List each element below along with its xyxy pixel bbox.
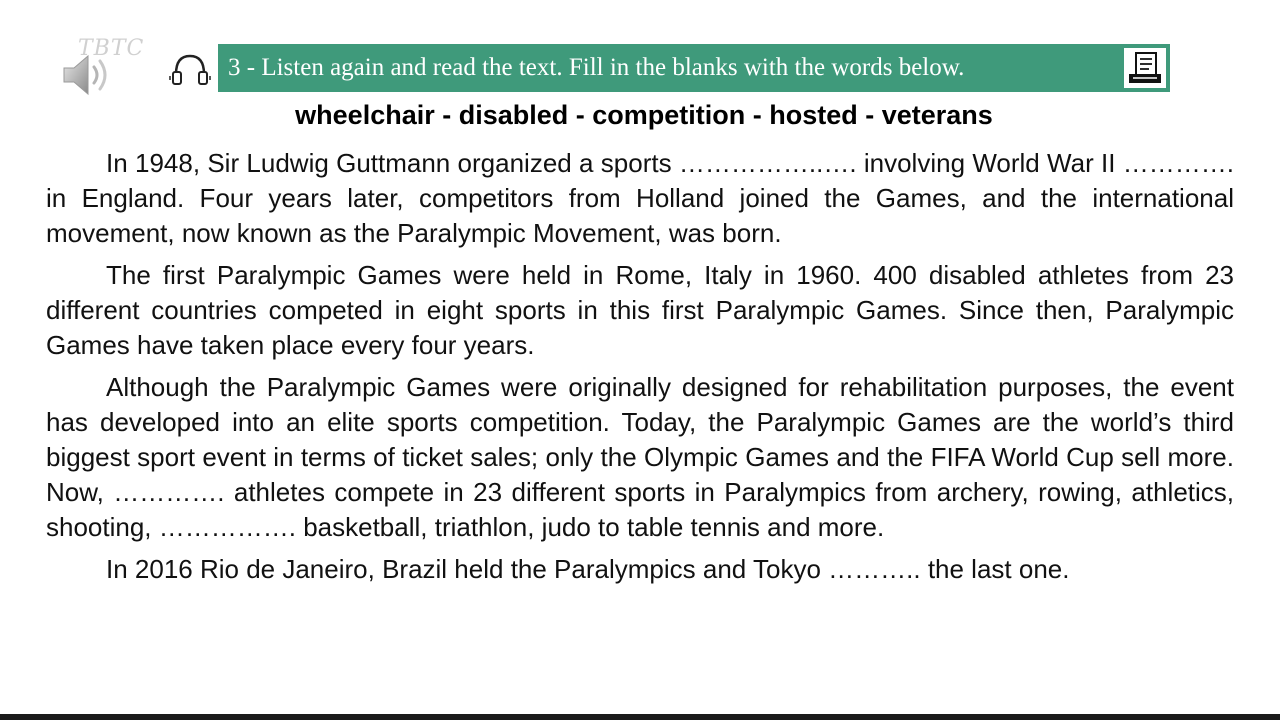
paragraph-2: The first Paralympic Games were held in Rome, Italy in 1960. 400 disabled athletes from 23 different countries competed in eight sports in this first Paralympic Games. Since then, Paralympic Games have taken place every four years. bbox=[46, 260, 1234, 360]
channel-watermark: TBTC bbox=[78, 36, 145, 61]
headphones-icon bbox=[168, 48, 212, 88]
exercise-title: 3 - Listen again and read the text. Fill in the blanks with the words below. bbox=[228, 54, 965, 81]
paragraph-1: In 1948, Sir Ludwig Guttmann organized a sports ……………..…. involving World War II …………. in England. Four years later, competitors from Holland joined the Games, and the international movement, now known as the Paralympic Movement, was born. bbox=[46, 148, 1234, 248]
bottom-divider bbox=[0, 714, 1280, 720]
reading-text bbox=[46, 146, 1234, 594]
paragraph-3: Although the Paralympic Games were originally designed for rehabilitation purposes, the event has developed into an elite sports competition. Today, the Paralympic Games are the world’s third biggest sport event in terms of ticket sales; only the Olympic Games and the FIFA World Cup sell more. Now, …………. athletes compete in 23 different sports in Paralympics from archery, rowing, athletics, shooting, ……………. basketball, triathlon, judo to table tennis and more. bbox=[46, 372, 1234, 542]
word-bank: wheelchair - disabled - competition - hosted - veterans bbox=[295, 100, 993, 130]
paragraph-4: In 2016 Rio de Janeiro, Brazil held the Paralympics and Tokyo ……….. the last one. bbox=[106, 554, 1070, 584]
document-icon bbox=[1126, 50, 1164, 86]
document-icon-box bbox=[1124, 48, 1166, 88]
speaker-icon[interactable] bbox=[60, 50, 120, 100]
exercise-header bbox=[162, 44, 1170, 92]
headphones-icon-box bbox=[162, 44, 218, 92]
